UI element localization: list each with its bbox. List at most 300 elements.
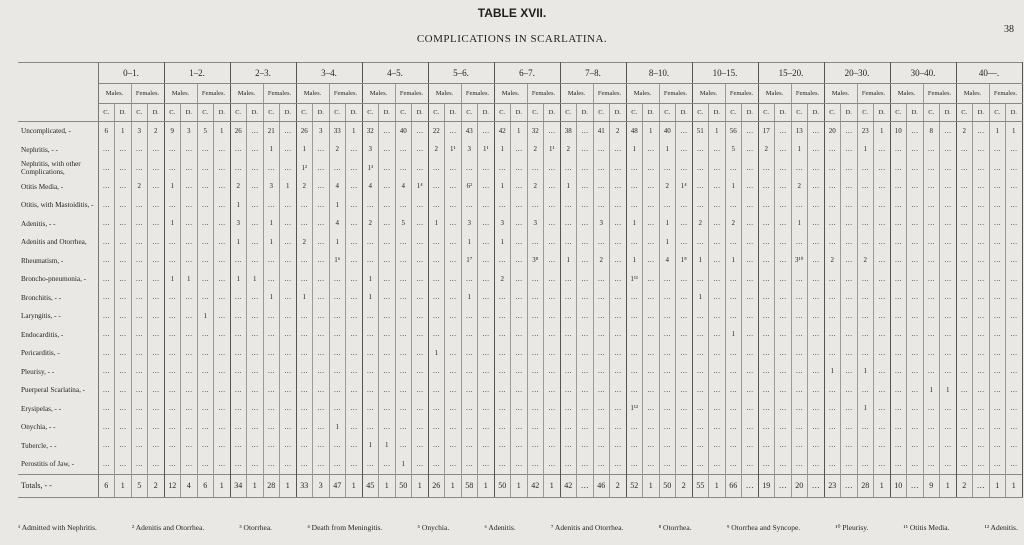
table-cell: … — [494, 344, 511, 363]
table-cell: … — [230, 289, 247, 308]
table-cell: … — [808, 307, 825, 326]
table-cell: … — [874, 141, 891, 160]
table-cell: … — [841, 344, 858, 363]
table-cell: … — [412, 381, 429, 400]
table-cell: … — [527, 233, 544, 252]
table-cell: … — [808, 437, 825, 456]
table-cell: 22 — [428, 122, 445, 141]
table-cell: … — [263, 252, 280, 271]
table-cell: … — [874, 400, 891, 419]
table-cell: … — [940, 363, 957, 382]
table-cell: … — [874, 455, 891, 474]
table-cell: … — [923, 252, 940, 271]
table-cell: … — [395, 437, 412, 456]
table-cell: 13 — [791, 122, 808, 141]
table-cell: … — [808, 363, 825, 382]
table-cell: … — [280, 159, 297, 178]
table-cell: 2 — [296, 178, 313, 197]
table-cell: … — [131, 363, 148, 382]
table-cell: … — [346, 363, 363, 382]
table-cell: … — [610, 326, 627, 345]
table-cell: … — [98, 455, 115, 474]
table-cell: … — [280, 344, 297, 363]
table-cell: … — [1006, 215, 1023, 234]
row-label: Adenitis and Otorrhea, — [18, 233, 98, 252]
table-cell: … — [197, 363, 214, 382]
table-cell: … — [692, 141, 709, 160]
table-cell: 1 — [362, 289, 379, 308]
table-cell: … — [890, 270, 907, 289]
table-cell: 1 — [824, 363, 841, 382]
table-cell: … — [115, 381, 132, 400]
table-cell: 1 — [115, 474, 132, 497]
table-cell: … — [758, 289, 775, 308]
table-cell: … — [791, 289, 808, 308]
table-cell: 1 — [511, 474, 528, 497]
table-cell: … — [560, 418, 577, 437]
females-header: Females. — [197, 84, 230, 104]
table-cell: … — [857, 326, 874, 345]
table-cell: … — [593, 178, 610, 197]
table-cell: … — [857, 178, 874, 197]
table-cell: … — [593, 270, 610, 289]
table-cell: … — [313, 178, 330, 197]
table-cell: 1 — [692, 289, 709, 308]
table-cell: … — [412, 455, 429, 474]
table-cell: … — [775, 326, 792, 345]
table-cell: … — [98, 159, 115, 178]
table-cell: … — [758, 344, 775, 363]
table-cell: 2 — [857, 252, 874, 271]
table-cell: … — [461, 270, 478, 289]
table-cell: … — [247, 196, 264, 215]
table-cell: … — [445, 437, 462, 456]
table-cell: … — [742, 141, 759, 160]
table-cell: … — [940, 326, 957, 345]
row-label: Laryngitis, - - — [18, 307, 98, 326]
table-cell: … — [412, 400, 429, 419]
table-cell: … — [115, 344, 132, 363]
table-cell: … — [428, 363, 445, 382]
age-group-header: 20–30. — [824, 63, 890, 84]
table-cell: 2 — [610, 122, 627, 141]
table-cell: … — [841, 289, 858, 308]
table-cell: … — [544, 326, 561, 345]
table-cell: 1¹¹ — [626, 270, 643, 289]
table-cell: … — [940, 289, 957, 308]
table-cell: … — [478, 326, 495, 345]
table-cell: … — [890, 215, 907, 234]
table-cell: 3 — [494, 215, 511, 234]
table-cell: … — [659, 381, 676, 400]
table-cell: … — [329, 326, 346, 345]
females-header: Females. — [989, 84, 1022, 104]
table-cell: … — [808, 474, 825, 497]
table-cell: … — [791, 400, 808, 419]
table-cell: … — [742, 344, 759, 363]
table-cell: … — [923, 307, 940, 326]
table-cell: … — [989, 418, 1006, 437]
table-cell: … — [313, 159, 330, 178]
table-cell: … — [346, 233, 363, 252]
table-cell: … — [643, 418, 660, 437]
females-header: Females. — [593, 84, 626, 104]
cases-header: C. — [527, 104, 544, 122]
table-cell: 1⁴ — [676, 178, 693, 197]
table-cell: … — [313, 307, 330, 326]
table-cell: … — [214, 437, 231, 456]
table-cell: … — [1006, 326, 1023, 345]
table-cell: … — [593, 437, 610, 456]
females-header: Females. — [329, 84, 362, 104]
table-cell: … — [346, 270, 363, 289]
table-cell: 2 — [676, 474, 693, 497]
table-cell: … — [544, 307, 561, 326]
deaths-header: D. — [181, 104, 198, 122]
table-cell: … — [709, 159, 726, 178]
table-cell: 1 — [709, 474, 726, 497]
table-cell: … — [643, 233, 660, 252]
table-cell: 3 — [313, 122, 330, 141]
row-label: Pericarditis, - — [18, 344, 98, 363]
table-cell: … — [511, 252, 528, 271]
table-cell: … — [263, 270, 280, 289]
table-cell: 21 — [263, 122, 280, 141]
table-cell: … — [742, 215, 759, 234]
table-cell: … — [247, 381, 264, 400]
table-cell: … — [544, 400, 561, 419]
table-cell: … — [593, 289, 610, 308]
table-cell: 2 — [593, 252, 610, 271]
table-row — [18, 196, 1022, 215]
table-cell: … — [544, 252, 561, 271]
table-cell: … — [494, 400, 511, 419]
table-cell: … — [659, 289, 676, 308]
table-cell: … — [758, 178, 775, 197]
table-cell: … — [181, 289, 198, 308]
table-cell: … — [841, 400, 858, 419]
table-cell: … — [115, 307, 132, 326]
table-cell: 4 — [659, 252, 676, 271]
age-group-header: 5–6. — [428, 63, 494, 84]
table-cell: 1 — [329, 196, 346, 215]
table-cell: 1 — [494, 141, 511, 160]
table-row — [18, 252, 1022, 271]
table-cell: … — [478, 437, 495, 456]
table-cell: 3 — [362, 141, 379, 160]
table-cell: … — [230, 252, 247, 271]
table-cell: … — [197, 270, 214, 289]
table-cell: … — [742, 363, 759, 382]
table-cell: … — [775, 252, 792, 271]
table-cell: … — [346, 215, 363, 234]
table-cell: 1 — [428, 215, 445, 234]
table-cell: … — [412, 326, 429, 345]
table-cell: … — [659, 363, 676, 382]
cases-header: C. — [923, 104, 940, 122]
table-cell: … — [973, 381, 990, 400]
deaths-header: D. — [148, 104, 165, 122]
table-cell: … — [247, 326, 264, 345]
table-cell: … — [676, 270, 693, 289]
table-cell: … — [890, 141, 907, 160]
table-cell: … — [593, 363, 610, 382]
table-cell: … — [544, 233, 561, 252]
table-cell: … — [148, 307, 165, 326]
table-cell: … — [461, 159, 478, 178]
table-cell: … — [626, 159, 643, 178]
table-cell: … — [1006, 400, 1023, 419]
females-header: Females. — [725, 84, 758, 104]
table-cell: … — [973, 400, 990, 419]
table-cell: … — [758, 400, 775, 419]
table-cell: … — [362, 381, 379, 400]
table-cell: … — [626, 437, 643, 456]
table-cell: … — [280, 233, 297, 252]
table-cell: … — [445, 270, 462, 289]
table-cell: 1 — [280, 178, 297, 197]
table-cell: … — [494, 455, 511, 474]
table-cell: … — [824, 141, 841, 160]
table-cell: … — [874, 233, 891, 252]
table-cell: … — [346, 344, 363, 363]
table-cell: … — [742, 289, 759, 308]
table-cell: … — [824, 437, 841, 456]
table-cell: 1⁶ — [329, 252, 346, 271]
table-cell: … — [263, 307, 280, 326]
table-cell: … — [610, 270, 627, 289]
table-cell: … — [758, 381, 775, 400]
table-cell: … — [197, 233, 214, 252]
table-cell: … — [98, 344, 115, 363]
table-cell: … — [857, 270, 874, 289]
table-cell: 1 — [395, 455, 412, 474]
table-cell: … — [395, 344, 412, 363]
table-cell: … — [494, 289, 511, 308]
row-label: Uncomplicated, - — [18, 122, 98, 141]
table-cell: … — [445, 307, 462, 326]
table-cell: … — [808, 122, 825, 141]
table-cell: … — [758, 252, 775, 271]
age-group-header: 0–1. — [98, 63, 164, 84]
table-cell: 1 — [197, 307, 214, 326]
table-cell: … — [725, 418, 742, 437]
table-cell: 1 — [659, 233, 676, 252]
table-cell: 2 — [659, 178, 676, 197]
table-cell: … — [98, 252, 115, 271]
table-cell: … — [610, 252, 627, 271]
table-cell: … — [824, 196, 841, 215]
table-cell: … — [709, 400, 726, 419]
row-label: Nephritis, - - — [18, 141, 98, 160]
table-cell: … — [956, 215, 973, 234]
table-cell: … — [643, 344, 660, 363]
table-cell: … — [841, 270, 858, 289]
table-cell: … — [610, 178, 627, 197]
table-cell: … — [907, 159, 924, 178]
table-cell: 1 — [1006, 122, 1023, 141]
table-cell: … — [230, 418, 247, 437]
table-cell: 23 — [857, 122, 874, 141]
table-cell: … — [544, 381, 561, 400]
table-cell: … — [973, 178, 990, 197]
table-cell: … — [874, 215, 891, 234]
table-cell: … — [1006, 418, 1023, 437]
table-cell: … — [973, 307, 990, 326]
table-cell: … — [742, 159, 759, 178]
row-label: Endocarditis, - — [18, 326, 98, 345]
table-cell: … — [676, 363, 693, 382]
table-cell: … — [280, 455, 297, 474]
table-cell: … — [890, 289, 907, 308]
table-cell: … — [313, 215, 330, 234]
table-cell: … — [989, 455, 1006, 474]
table-cell: … — [445, 400, 462, 419]
males-header: Males. — [98, 84, 131, 104]
table-cell: … — [511, 437, 528, 456]
table-cell: … — [841, 307, 858, 326]
table-cell: … — [973, 233, 990, 252]
table-cell: … — [296, 307, 313, 326]
table-cell: … — [478, 270, 495, 289]
table-cell: … — [148, 381, 165, 400]
table-cell: … — [775, 196, 792, 215]
table-cell: … — [593, 381, 610, 400]
table-cell: … — [379, 418, 396, 437]
table-cell: … — [841, 122, 858, 141]
table-cell: … — [214, 233, 231, 252]
table-cell: … — [973, 437, 990, 456]
table-cell: … — [956, 326, 973, 345]
table-row — [18, 418, 1022, 437]
table-cell: … — [610, 159, 627, 178]
table-cell: 6 — [98, 474, 115, 497]
table-cell: … — [824, 418, 841, 437]
table-cell: … — [263, 326, 280, 345]
table-cell: … — [857, 233, 874, 252]
table-cell: … — [230, 307, 247, 326]
table-cell: … — [907, 455, 924, 474]
table-cell: … — [775, 141, 792, 160]
table-cell: 1 — [346, 122, 363, 141]
table-cell: … — [247, 252, 264, 271]
table-cell: … — [676, 307, 693, 326]
deaths-header: D. — [214, 104, 231, 122]
table-cell: … — [263, 437, 280, 456]
females-header: Females. — [923, 84, 956, 104]
table-cell: … — [659, 326, 676, 345]
table-cell: … — [692, 381, 709, 400]
table-cell: … — [923, 178, 940, 197]
table-cell: … — [841, 363, 858, 382]
table-cell: 1 — [379, 437, 396, 456]
table-cell: … — [230, 381, 247, 400]
table-cell: … — [115, 289, 132, 308]
deaths-header: D. — [346, 104, 363, 122]
table-cell: … — [181, 455, 198, 474]
table-cell: … — [742, 326, 759, 345]
table-cell: … — [412, 122, 429, 141]
table-cell: 3 — [461, 141, 478, 160]
table-cell: … — [98, 270, 115, 289]
table-cell: … — [841, 418, 858, 437]
footnote: ⁶ Adenitis. — [484, 523, 516, 532]
table-cell: … — [841, 455, 858, 474]
table-cell: … — [98, 233, 115, 252]
table-cell: … — [659, 307, 676, 326]
table-cell: … — [692, 437, 709, 456]
table-cell: 33 — [329, 122, 346, 141]
table-cell: … — [725, 196, 742, 215]
table-cell: … — [98, 289, 115, 308]
table-cell: … — [560, 381, 577, 400]
table-cell: … — [148, 233, 165, 252]
table-cell: … — [197, 196, 214, 215]
table-cell: … — [181, 178, 198, 197]
table-cell: … — [445, 289, 462, 308]
table-cell: 1 — [263, 141, 280, 160]
table-cell: … — [923, 326, 940, 345]
table-cell: … — [1006, 252, 1023, 271]
table-cell: … — [775, 363, 792, 382]
table-cell: … — [725, 159, 742, 178]
row-label: Pleurisy, - - — [18, 363, 98, 382]
table-cell: … — [610, 233, 627, 252]
table-cell: … — [494, 159, 511, 178]
deaths-header: D. — [478, 104, 495, 122]
deaths-header: D. — [577, 104, 594, 122]
table-cell: … — [346, 252, 363, 271]
table-cell: … — [643, 363, 660, 382]
males-header: Males. — [956, 84, 989, 104]
table-cell: … — [280, 363, 297, 382]
footnote: ³ Otorrhea. — [239, 523, 273, 532]
table-cell: … — [115, 252, 132, 271]
table-cell: … — [841, 141, 858, 160]
table-cell: … — [1006, 159, 1023, 178]
table-cell: … — [742, 252, 759, 271]
table-cell: … — [461, 326, 478, 345]
table-cell: … — [857, 381, 874, 400]
table-cell: … — [676, 418, 693, 437]
table-cell: … — [610, 344, 627, 363]
table-cell: 32 — [527, 122, 544, 141]
table-cell: … — [725, 289, 742, 308]
table-cell: … — [379, 196, 396, 215]
deaths-header: D. — [379, 104, 396, 122]
table-cell: … — [115, 233, 132, 252]
table-cell: … — [412, 252, 429, 271]
table-cell: … — [841, 215, 858, 234]
table-cell: … — [428, 270, 445, 289]
table-cell: 3 — [131, 122, 148, 141]
table-cell: … — [461, 455, 478, 474]
table-cell: … — [412, 437, 429, 456]
table-cell: … — [115, 215, 132, 234]
table-cell: 26 — [230, 122, 247, 141]
table-cell: … — [808, 418, 825, 437]
table-cell: … — [824, 344, 841, 363]
table-cell: … — [890, 252, 907, 271]
table-cell: … — [643, 270, 660, 289]
table-cell: … — [742, 270, 759, 289]
table-cell: … — [874, 418, 891, 437]
table-cell: … — [725, 381, 742, 400]
table-cell: … — [214, 196, 231, 215]
table-cell: … — [643, 307, 660, 326]
table-cell: … — [808, 159, 825, 178]
table-cell: … — [280, 122, 297, 141]
